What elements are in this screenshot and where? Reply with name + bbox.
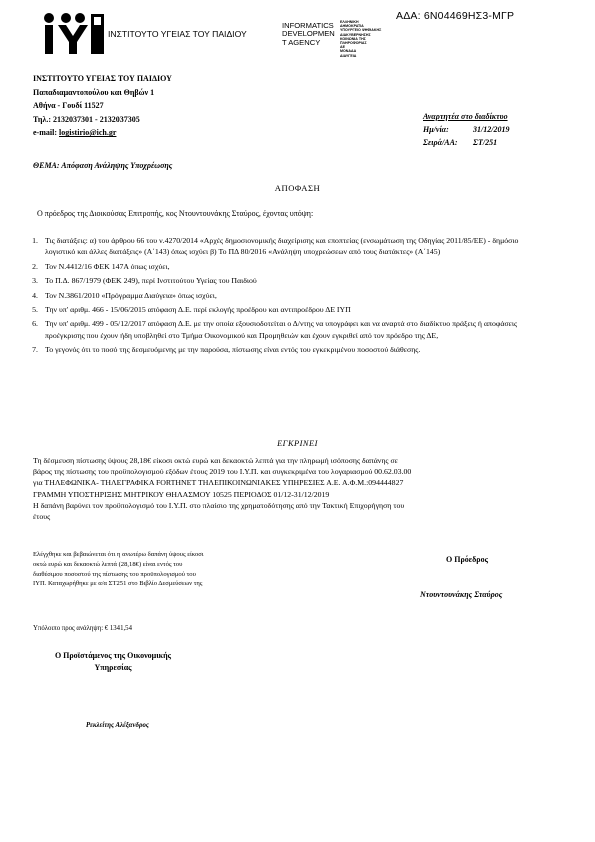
sender-city: Αθήνα - Γουδί 11527: [33, 101, 104, 111]
list-item: [22, 344, 537, 355]
ida-greek-line: ΜΟΝΑΔΑ: [340, 49, 357, 54]
finance-head-name: Ρεκλείτης Αλέξανδρος: [86, 722, 149, 729]
item-text: Την υπ' αριθμ. 499 - 05/12/2017 απόφαση Δ.Ε. με την οποία εξουσιοδοτείται ο Δ/ντης να υπογράφει και να αναρτά στο διαδίκτυο πράξεις ή αποφάσεις προέγκρισης που έχουν ήδη υποβληθεί στο Τμήμα Οικονομικού και Προμηθειών και έχουν εγκριθεί από τον πρόεδρο της ΔΕ,: [45, 319, 518, 340]
sender-name: ΙΝΣΤΙΤΟΥΤΟ ΥΓΕΙΑΣ ΤΟΥ ΠΑΙΔΙΟΥ: [33, 74, 172, 83]
body-line: Τη δέσμευση πίστωσης ύψους 28,18€ είκοσι οκτώ ευρώ και δεκαοκτώ λεπτά για την πληρωμή ισόποσης δαπάνης σε: [33, 456, 398, 465]
sender-block: [33, 72, 172, 140]
subject-line: ΘΕΜΑ: Απόφαση Ανάληψης Υποχρέωσης: [33, 161, 173, 170]
president-title: Ο Πρόεδρος: [446, 555, 488, 564]
list-item: [22, 275, 537, 286]
remaining-balance: Υπόλοιπο προς ανάληψη: € 1341,54: [33, 625, 132, 632]
ida-greek-line: ΥΠΟΥΡΓΕΙΟ ΨΗΦΙΑΚΗΣ: [340, 28, 382, 33]
ida-greek-line: ΚΟΙΝΩΝΙΑ ΤΗΣ: [340, 36, 366, 41]
list-item: [22, 304, 537, 315]
finance-head-title: [53, 650, 173, 675]
ida-logo: [282, 22, 335, 47]
list-item: [22, 261, 537, 272]
ida-greek-line: ΔΙΑΚΥΒΕΡΝΗΣΗΣ: [340, 32, 371, 37]
item-text: Τον Ν.3861/2010 «Πρόγραμμα Διαύγεια» όπως ισχύει,: [45, 290, 217, 300]
date-label: Ημ/νία:: [423, 125, 449, 134]
institute-logo-name: ΙΝΣΤΙΤΟΥΤΟ ΥΓΕΙΑΣ ΤΟΥ ΠΑΙΔΙΟΥ: [108, 29, 247, 39]
email-label: e-mail:: [33, 128, 59, 138]
approve-title: ΕΓΚΡΙΝΕΙ: [277, 439, 318, 448]
item-number: 5.: [32, 305, 38, 315]
ida-line: T AGENCY: [282, 37, 321, 47]
ida-greek-line: ΠΛΗΡΟΦΟΡΙΑΣ: [340, 41, 367, 46]
item-number: 1.: [32, 236, 38, 245]
date-value: 31/12/2019: [473, 125, 510, 134]
item-text: Τις διατάξεις: α) του άρθρου 66 του ν.4270/2014 «Αρχές δημοσιονομικής διαχείρισης και εποπτείας (ενσωμάτωση της Οδηγίας 2011/85/ΕΕ) - δημόσιο λογιστικό και άλλες διατάξεις» (Α΄143) όπως ισχύει β) Το ΠΔ 80/2016 «Ανάληψη υποχρεώσεων από τους διατάκτες» (Α΄145): [45, 236, 519, 257]
list-item: [22, 318, 537, 341]
ida-line: INFORMATICS: [282, 21, 334, 30]
list-item: [22, 290, 537, 301]
series-row: [423, 136, 509, 149]
certification-note: Ελέγχθηκε και βεβαιώνεται ότι η ανωτέρω δαπάνη ύψους είκοσι οκτώ ευρώ και δεκαοκτώ λεπτά (28,18€) είναι εντός του διαθέσιμου ποσοστού της πίστωσης του προϋπολογισμού του ΙΥΠ. Καταχωρήθηκε με α/α ΣΤ251 στο Βιβλίο Δεσμεύσεων της: [33, 551, 204, 588]
email-link[interactable]: logistirio@ich.gr: [59, 128, 117, 138]
sender-phone: Τηλ.: 2132037301 - 2132037305: [33, 114, 140, 124]
list-item: [22, 235, 537, 258]
considerations-list: [22, 235, 537, 359]
sender-address: Παπαδιαμαντοπούλου και Θηβών 1: [33, 87, 155, 97]
series-value: ΣΤ/251: [473, 138, 498, 147]
item-text: Τον Ν.4412/16 ΦΕΚ 147Α όπως ισχύει,: [45, 261, 170, 271]
body-line: για ΤΗΛΕΦΩΝΙΚΑ- ΤΗΛΕΓΡΑΦΙΚΑ FORTHNET ΤΗΛΕΠΙΚΟΙΝΩΝΙΑΚΕΣ ΥΠΗΡΕΣΙΕΣ Α.Ε. Α.Φ.Μ.:094444827: [33, 478, 404, 488]
item-number: 7.: [32, 345, 38, 355]
ida-greek-line: ΑΕ: [340, 45, 345, 50]
body-line: Η δαπάνη βαρύνει τον προϋπολογισμό του Ι.Υ.Π. στο πλαίσιο της χρηματοδότησης από την Τακτική Επιχορήγηση του: [33, 500, 405, 510]
finance-head-title-line: Ο Προϊστάμενος της Οικονομικής: [54, 651, 172, 660]
item-number: 2.: [32, 261, 38, 271]
decision-title: ΑΠΟΦΑΣΗ: [274, 183, 321, 193]
ida-line: DEVELOPMEN: [282, 29, 335, 39]
ida-greek-line: ΕΛΛΗΝΙΚΗ: [340, 20, 359, 24]
series-label: Σειρά/ΑΑ:: [423, 138, 458, 147]
ada-code: ΑΔΑ: 6Ν04469ΗΣ3-ΜΓΡ: [396, 10, 515, 22]
finance-head-title-line: Υπηρεσίας: [94, 663, 132, 673]
ida-greek-text: [340, 20, 381, 58]
document-meta: [423, 110, 509, 149]
approval-body: [33, 455, 527, 522]
date-row: [423, 123, 509, 136]
body-line: βάρος της πίστωσης του προϋπολογισμού εξόδων έτους 2019 του Ι.Υ.Π. και συγκεκριμένα του λογαριασμού 00.62.03.00: [33, 467, 412, 477]
item-number: 3.: [32, 276, 38, 286]
sender-email-row: [33, 126, 172, 140]
item-number: 4.: [32, 290, 38, 300]
item-text: Το Π.Δ. 867/1979 (ΦΕΚ 249), περί Ινστιτούτου Υγείας του Παιδιού: [45, 276, 257, 286]
item-text: Το γεγονός ότι το ποσό της δεσμευόμενης με την παρούσα, πίστωσης είναι εντός του εγκεκριμένου ποσοστού διάθεσης.: [45, 345, 421, 355]
intro-text: Ο πρόεδρος της Διοικούσας Επιτροπής, κος Ντουντουνάκης Σταύρος, έχοντας υπόψη:: [37, 209, 314, 218]
item-number: 6.: [32, 319, 38, 329]
ida-greek-line: ΔΗΜΟΚΡΑΤΙΑ: [340, 24, 364, 29]
president-name: Ντουντουνάκης Σταύρος: [420, 590, 503, 599]
body-line: ΓΡΑΜΜΗ ΥΠΟΣΤΗΡΙΞΗΣ ΜΗΤΡΙΚΟΥ ΘΗΛΑΣΜΟΥ 10525 ΠΕΡΙΟΔΟΣ 01/12-31/12/2019: [33, 489, 330, 499]
institute-logo: [40, 12, 106, 56]
body-line: έτους: [33, 512, 51, 522]
posting-note: Αναρτητέα στο διαδίκτυο: [423, 112, 508, 121]
ida-greek-line: ΔΙΑΥΓΕΙΑ: [340, 53, 357, 58]
item-text: Την υπ' αριθμ. 466 - 15/06/2015 απόφαση Δ.Ε. περί εκλογής προέδρου και αντιπροέδρου ΔΕ ΙΥΠ: [45, 305, 351, 315]
